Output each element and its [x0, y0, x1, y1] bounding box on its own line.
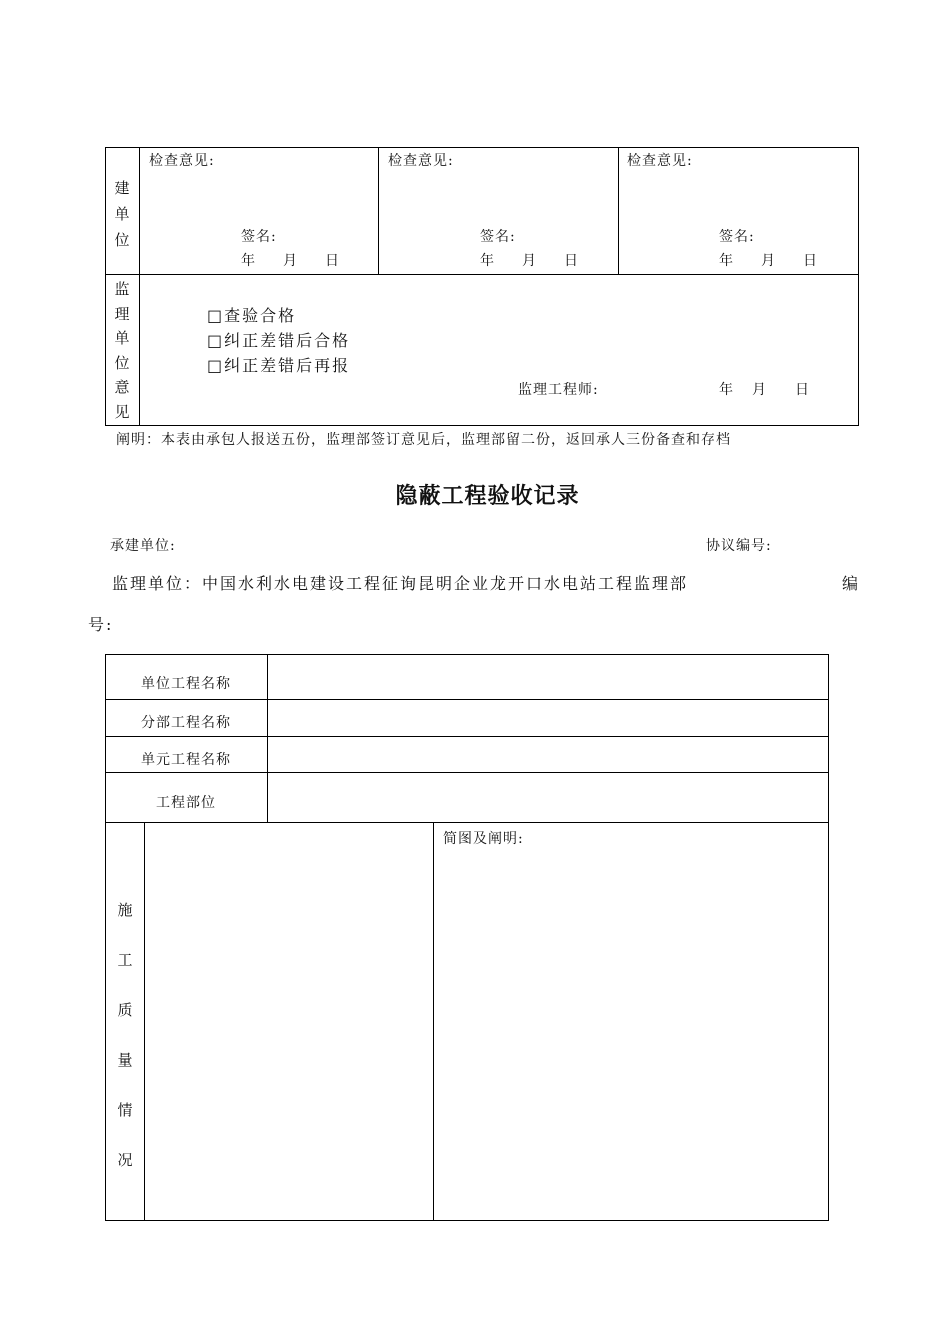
option-inspection-passed[interactable]: □查验合格 — [207, 306, 297, 325]
supervising-engineer-label: 监理工程师: — [518, 382, 599, 398]
date-year: 年 — [480, 253, 495, 269]
unit-project-name-value[interactable] — [268, 655, 828, 699]
date-month: 月 — [283, 253, 298, 269]
construction-quality-area[interactable] — [145, 823, 433, 1220]
supervisor-opinion-label: 监 理 单 位 意 见 — [114, 280, 130, 421]
division-project-name-label: 分部工程名称 — [141, 715, 231, 731]
date-year: 年 — [241, 253, 256, 269]
page-title: 隐蔽工程验收记录 — [395, 484, 580, 509]
inspection-opinion-label: 检查意见: — [388, 153, 454, 169]
element-project-name-label: 单元工程名称 — [141, 752, 231, 768]
supervisor-unit-line: 监理单位：中国水利水电建设工程征询昆明企业龙开口水电站工程监理部 — [112, 574, 689, 593]
date-day: 日 — [325, 253, 340, 269]
form-note: 阐明：本表由承包人报送五份，监理部签订意见后，监理部留二份，返回承人三份备查和存档 — [116, 432, 731, 448]
agreement-number-label: 协议编号: — [706, 538, 772, 554]
division-project-name-value[interactable] — [268, 700, 828, 736]
inspection-opinion-label: 检查意见: — [627, 153, 693, 169]
sign-label: 签名: — [241, 229, 277, 245]
project-location-value[interactable] — [268, 773, 828, 822]
sketch-area[interactable] — [434, 850, 828, 1220]
option-resubmit-after-correction[interactable]: □纠正差错后再报 — [207, 356, 351, 375]
date-year: 年 — [719, 253, 734, 269]
sketch-and-explanation-label: 简图及阐明: — [443, 831, 524, 847]
number-label-part2: 号: — [88, 615, 114, 634]
option-passed-after-correction[interactable]: □纠正差错后合格 — [207, 331, 351, 350]
unit-project-name-label: 单位工程名称 — [141, 676, 231, 692]
number-label-part1: 编 — [842, 574, 861, 593]
inspection-opinion-label: 检查意见: — [149, 153, 215, 169]
sign-label: 签名: — [480, 229, 516, 245]
date-day: 日 — [564, 253, 579, 269]
date-month: 月 — [752, 382, 767, 398]
contractor-label: 承建单位: — [110, 538, 176, 554]
project-location-label: 工程部位 — [156, 795, 216, 811]
date-day: 日 — [795, 382, 810, 398]
construction-quality-label: 施 工 质 量 情 况 — [117, 901, 133, 1169]
sign-label: 签名: — [719, 229, 755, 245]
date-month: 月 — [761, 253, 776, 269]
construction-unit-label: 建 单 位 — [114, 179, 130, 249]
date-month: 月 — [522, 253, 537, 269]
date-year: 年 — [719, 382, 734, 398]
element-project-name-value[interactable] — [268, 737, 828, 772]
date-day: 日 — [803, 253, 818, 269]
